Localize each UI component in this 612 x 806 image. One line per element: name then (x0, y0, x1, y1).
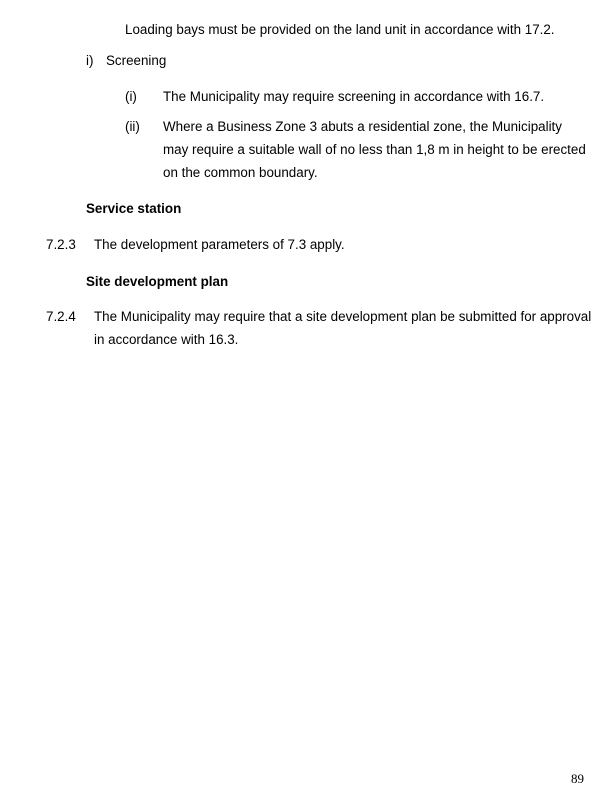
screening-label: i) (86, 53, 94, 68)
clause-text: The Municipality may require that a site development plan be submitted for approval (94, 309, 592, 324)
screening-item-text: Where a Business Zone 3 abuts a residential zone, the Municipality (163, 119, 562, 134)
clause-number: 7.2.4 (46, 309, 76, 324)
service-station-heading: Service station (86, 201, 182, 216)
screening-title: Screening (106, 53, 167, 68)
clause-text: The development parameters of 7.3 apply. (94, 237, 345, 252)
loading-bays-text: Loading bays must be provided on the land unit in accordance with 17.2. (125, 22, 555, 37)
screening-item-marker: (i) (125, 89, 137, 104)
screening-item-text: The Municipality may require screening in accordance with 16.7. (163, 89, 545, 104)
site-development-plan-heading: Site development plan (86, 274, 229, 289)
screening-item-text: on the common boundary. (163, 165, 318, 180)
screening-item-text: may require a suitable wall of no less than 1,8 m in height to be erected (163, 142, 586, 157)
screening-item-marker: (ii) (125, 119, 140, 134)
page-number: 89 (571, 771, 584, 786)
clause-number: 7.2.3 (46, 237, 76, 252)
clause-text: in accordance with 16.3. (94, 332, 239, 347)
